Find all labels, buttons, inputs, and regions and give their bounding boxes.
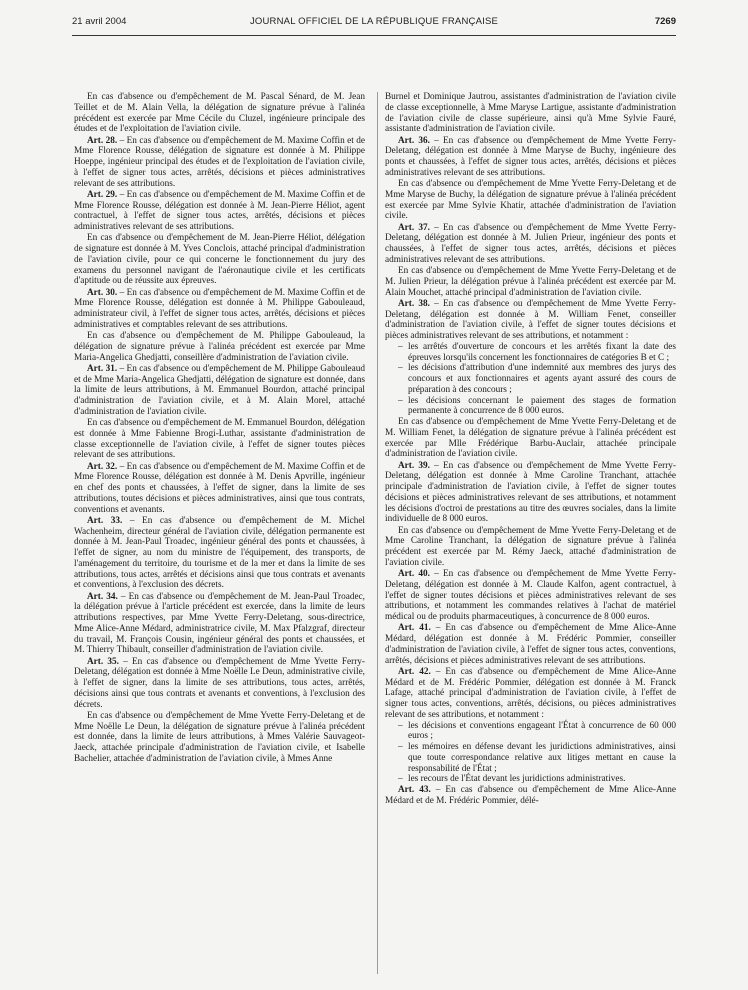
paragraph bbox=[74, 592, 365, 657]
paragraph bbox=[385, 785, 676, 807]
article-number: Art. 30. bbox=[87, 287, 118, 298]
paragraph-text: – En cas d'absence ou d'empêchement de Mme Yvette Ferry-Deletang, délégation est donnée à M. Claude Kalfon, agent contractuel, à l'effet de signer toutes décisions et pièces administratives relevant de ses attributions, et notamment les commandes relatives à l'achat de matériel médical ou de produits pharmaceutiques, à concurrence de 8 000 euros. bbox=[385, 569, 676, 622]
paragraph bbox=[74, 462, 365, 516]
paragraph-text: – En cas d'absence ou d'empêchement de Mme Yvette Ferry-Deletang, délégation est donnée à M. William Fenet, conseiller d'administration de l'aviation civile, à l'effet de signer toutes décisions et pièces administratives relevant de ses attributions, et notamment : bbox=[385, 298, 676, 341]
paragraph-text: – En cas d'absence ou d'empêchement de M. Philippe Gabouleaud et de Mme Maria-Angelica Ghedjatti, délégation de signature est donnée, dans la limite de leurs attributions, à M. Emmanuel Bourdon, attaché principal d'administration de l'aviation civile, et à M. Alain Morel, attaché d'administration de l'aviation civile. bbox=[74, 363, 365, 417]
article-number: Art. 36. bbox=[398, 135, 430, 146]
article-number: Art. 31. bbox=[87, 363, 118, 374]
list-item: – les arrêtés d'ouverture de concours et les arrêtés fixant la date des épreuves lorsqu'ils concernent les fonctionnaires de catégories B et C ; bbox=[385, 342, 676, 364]
paragraph-text: – En cas d'absence ou d'empêchement de M. Maxime Coffin et de Mme Florence Rousse, délégation est donnée à M. Jean-Pierre Héliot, agent contractuel, à l'effet de signer tous actes, arrêtés, décisions et pièces administratives relevant de ses attributions. bbox=[74, 189, 365, 232]
paragraph-text: – En cas d'absence ou d'empêchement de M. Maxime Coffin et de Mme Florence Rousse, délégation de signature est donnée à M. Philippe Hoeppe, ingénieur principal des études et de l'exploitation de l'aviation civile, à l'effet de signer tous actes, arrêtés, décisions et pièces administratives relevant de ses attributions. bbox=[74, 135, 365, 189]
paragraph bbox=[74, 364, 365, 418]
header-rule bbox=[72, 35, 676, 36]
paragraph bbox=[385, 179, 676, 222]
article-number: Art. 33. bbox=[87, 515, 123, 526]
list-item: – les décisions d'attribution d'une indemnité aux membres des jurys des concours et aux fonctionnaires et agents ayant assuré des cours de préparation à des concours ; bbox=[385, 363, 676, 395]
paragraph-text: En cas d'absence ou d'empêchement de Mme Yvette Ferry-Deletang et de Mme Maryse de Buchy, la délégation de signature prévue à l'alinéa précédent est exercée par Mme Sylvie Khatir, attachée d'administration de l'aviation civile. bbox=[385, 179, 676, 222]
list-item: – les décisions et conventions engageant l'État à concurrence de 60 000 euros ; bbox=[385, 721, 676, 743]
paragraph bbox=[74, 711, 365, 765]
paragraph bbox=[385, 667, 676, 721]
article-number: Art. 40. bbox=[398, 569, 430, 579]
paragraph bbox=[385, 299, 676, 342]
paragraph-text: – En cas d'absence ou d'empêchement de Mme Yvette Ferry-Deletang, délégation est donnée à M. Julien Prieur, ingénieur des ponts et chaussées, à l'effet de signer tous actes, arrêtés, décisions et pièces administratives relevant de ses attributions. bbox=[385, 222, 676, 265]
paragraph-text: – En cas d'absence ou d'empêchement de Mme Alice-Anne Médard et de M. Frédéric Pommier, délégation est donnée à M. Franck Lafage, attaché principal d'administration de l'aviation civile, à l'effet de signer tous actes, conventions, arrêtés, décisions, ou pièces administratives relevant de ses attributions, et notamment : bbox=[385, 666, 676, 720]
paragraph-text: En cas d'absence ou d'empêchement de Mme Yvette Ferry-Deletang et de Mme Caroline Tranchant, la délégation de signature prévue à l'alinéa précédent est exercée par M. Rémy Jaeck, attaché d'administration de l'aviation civile. bbox=[385, 525, 676, 568]
header-date: 21 avril 2004 bbox=[72, 16, 127, 27]
article-number: Art. 35. bbox=[87, 656, 119, 667]
paragraph-text: – En cas d'absence ou d'empêchement de Mme Yvette Ferry-Deletang, délégation est donnée à Mme Noëlle Le Deun, administrative civile, à l'effet de signer, dans la limite de ses attributions, tous actes, arrêtés, décisions ainsi que tous contrats et avenants et conventions, à l'exclusion des décrets. bbox=[74, 656, 365, 710]
paragraph bbox=[74, 233, 365, 287]
article-number: Art. 37. bbox=[398, 222, 430, 233]
paragraph bbox=[385, 223, 676, 266]
paragraph bbox=[385, 417, 676, 460]
paragraph-text: – En cas d'absence ou d'empêchement de Mme Yvette Ferry-Deletang, délégation est donnée à Mme Caroline Tranchant, attachée principale d'administration de l'aviation civile, à l'effet de signer toutes décisions et pièces administratives relevant de ses attributions, et notamment les décisions d'octroi de prestations au titre des œuvres sociales, dans la limite individuelle de 8 000 euros. bbox=[385, 460, 676, 525]
article-number: Art. 34. bbox=[87, 591, 118, 602]
paragraph-text: En cas d'absence ou d'empêchement de Mme Yvette Ferry-Deletang et de M. William Fenet, la délégation de signature prévue à l'alinéa précédent est exercée par Mlle Frédérique Barbu-Auclair, attachée principale d'administration de l'aviation civile. bbox=[385, 417, 676, 460]
article-number: Art. 41. bbox=[398, 623, 431, 634]
dash-list bbox=[385, 721, 676, 786]
paragraph-text: – En cas d'absence ou d'empêchement de M. Michel Wachenheim, directeur général de l'aviation civile, délégation permanente est donnée à M. Jean-Paul Troadec, ingénieur général des ponts et chaussées, à l'effet de signer, au nom du ministre de l'équipement, des transports, de l'aménagement du territoire, du tourisme et de la mer et dans la limite de ses attributions, tous actes, arrêtés et décisions ainsi que tous contrats et avenants et conventions, à l'exclusion des décrets. bbox=[74, 515, 365, 591]
paragraph-text: Burnel et Dominique Jautrou, assistantes d'administration de l'aviation civile de classe exceptionnelle, à Mme Maryse Lartigue, assistante d'administration de l'aviation civile de classe supérieure, ainsi qu'à Mme Sylvie Fauré, assistante d'administration de l'aviation civile. bbox=[385, 92, 676, 135]
paragraph-text: – En cas d'absence ou d'empêchement de M. Jean-Paul Troadec, la délégation prévue à l'article précédent est exercée, dans la limite de leurs attributions respectives, par Mme Yvette Ferry-Deletang, sous-directrice, Mme Alice-Anne Médard, administratrice civile, M. Max Pfalzgraf, directeur du travail, M. François Cousin, ingénieur général des ponts et chaussées, et M. Thierry Thibault, conseiller d'administration de l'aviation civile. bbox=[74, 591, 365, 656]
paragraph bbox=[385, 623, 676, 666]
dash-list bbox=[385, 342, 676, 417]
paragraph bbox=[385, 92, 676, 135]
paragraph bbox=[385, 569, 676, 623]
paragraph-text: En cas d'absence ou d'empêchement de Mme Yvette Ferry-Deletang et de Mme Noëlle Le Deun, la délégation de signature prévue à l'alinéa précédent est donnée, dans la limite de leurs attributions, à Mmes Valérie Sauvageot-Jaeck, attachée principale d'administration de l'aviation civile, et Isabelle Bachelier, attachée d'administration de l'aviation civile, à Mmes Anne bbox=[74, 710, 365, 764]
paragraph-text: En cas d'absence ou d'empêchement de M. Jean-Pierre Héliot, délégation de signature est donnée à M. Yves Conclois, attaché principal d'administration de l'aviation civile, pour ce qui concerne le fonctionnement du jury des examens du personnel navigant de l'aéronautique civile et les certificats d'aptitude ou de réussite aux épreuves. bbox=[74, 233, 365, 287]
article-number: Art. 38. bbox=[398, 298, 430, 309]
paragraph-text: En cas d'absence ou d'empêchement de M. Pascal Sénard, de M. Jean Teillet et de M. Alain Vella, la délégation de signature prévue à l'alinéa précédent est exercée par Mme Cécile du Cluzel, ingénieure principale des études et de l'exploitation de l'aviation civile. bbox=[74, 92, 365, 135]
page-header bbox=[72, 16, 676, 34]
article-number: Art. 43. bbox=[398, 785, 431, 795]
article-number: Art. 32. bbox=[87, 461, 118, 472]
header-page-number: 7269 bbox=[654, 16, 676, 27]
list-item: – les mémoires en défense devant les juridictions administratives, ainsi que toute correspondance relative aux litiges mettant en cause la responsabilité de l'État ; bbox=[385, 742, 676, 774]
paragraph-text: – En cas d'absence ou d'empêchement de Mme Alice-Anne Médard et de M. Frédéric Pommier, délé- bbox=[385, 785, 676, 806]
paragraph-text: – En cas d'absence ou d'empêchement de Mme Alice-Anne Médard, délégation est donnée à M. Frédéric Pommier, conseiller d'administration de l'aviation civile, à l'effet de signer tous actes, conventions, arrêtés, décisions et pièces administratives relevant de ses attributions. bbox=[385, 623, 676, 666]
paragraph-text: – En cas d'absence ou d'empêchement de M. Maxime Coffin et de Mme Florence Rousse, délégation est donnée à M. Denis Apvrille, ingénieur en chef des ponts et chaussées, à l'effet de signer, dans la limite de ses attributions, toutes décisions et pièces administratives, ainsi que tous contrats, conventions et avenants. bbox=[74, 461, 365, 515]
paragraph-text: – En cas d'absence ou d'empêchement de M. Maxime Coffin et de Mme Florence Rousse, délégation est donnée à M. Philippe Gabouleaud, administrateur civil, à l'effet de signer tous actes, arrêtés, décisions et pièces administratives et comptables relevant de ses attributions. bbox=[74, 287, 365, 330]
paragraph bbox=[74, 190, 365, 233]
paragraph bbox=[74, 288, 365, 331]
list-item: – les décisions concernant le paiement des stages de formation permanente à concurrence de 8 000 euros. bbox=[385, 396, 676, 418]
paragraph bbox=[74, 516, 365, 591]
paragraph bbox=[385, 266, 676, 298]
paragraph-text: En cas d'absence ou d'empêchement de Mme Yvette Ferry-Deletang et de M. Julien Prieur, la délégation prévue à l'alinéa précédent est exercée par M. Alain Mouchet, attaché principal d'administration de l'aviation civile. bbox=[385, 266, 676, 298]
article-number: Art. 28. bbox=[87, 135, 118, 146]
paragraph-text: En cas d'absence ou d'empêchement de M. Emmanuel Bourdon, délégation est donnée à Mme Fabienne Brogi-Luthar, assistante d'administration de classe exceptionnelle de l'aviation civile, à l'effet de signer toutes pièces relevant de ses attributions. bbox=[74, 418, 365, 461]
article-number: Art. 29. bbox=[87, 189, 118, 200]
paragraph bbox=[385, 136, 676, 179]
right-column bbox=[385, 92, 676, 807]
header-journal-title: JOURNAL OFFICIEL DE LA RÉPUBLIQUE FRANÇAISE bbox=[249, 16, 499, 27]
paragraph bbox=[74, 331, 365, 363]
paragraph bbox=[74, 418, 365, 461]
paragraph bbox=[74, 136, 365, 190]
article-number: Art. 39. bbox=[398, 460, 430, 471]
article-number: Art. 42. bbox=[398, 666, 431, 677]
list-item: – les recours de l'État devant les juridictions administratives. bbox=[385, 774, 676, 785]
paragraph-text: – En cas d'absence ou d'empêchement de Mme Yvette Ferry-Deletang, délégation est donnée à Mme Maryse de Buchy, ingénieure des ponts et chaussées, à l'effet de signer tous actes, arrêtés, décisions et pièces administratives relevant de ses attributions. bbox=[385, 135, 676, 178]
paragraph bbox=[385, 461, 676, 526]
paragraph bbox=[74, 92, 365, 135]
column-divider bbox=[377, 92, 378, 974]
paragraph-text: En cas d'absence ou d'empêchement de M. Philippe Gabouleaud, la délégation de signature prévue à l'alinéa précédent est exercée par Mme Maria-Angelica Ghedjatti, conseillère d'administration de l'aviation civile. bbox=[74, 331, 365, 363]
left-column bbox=[74, 92, 365, 765]
paragraph bbox=[385, 526, 676, 569]
paragraph bbox=[74, 657, 365, 711]
